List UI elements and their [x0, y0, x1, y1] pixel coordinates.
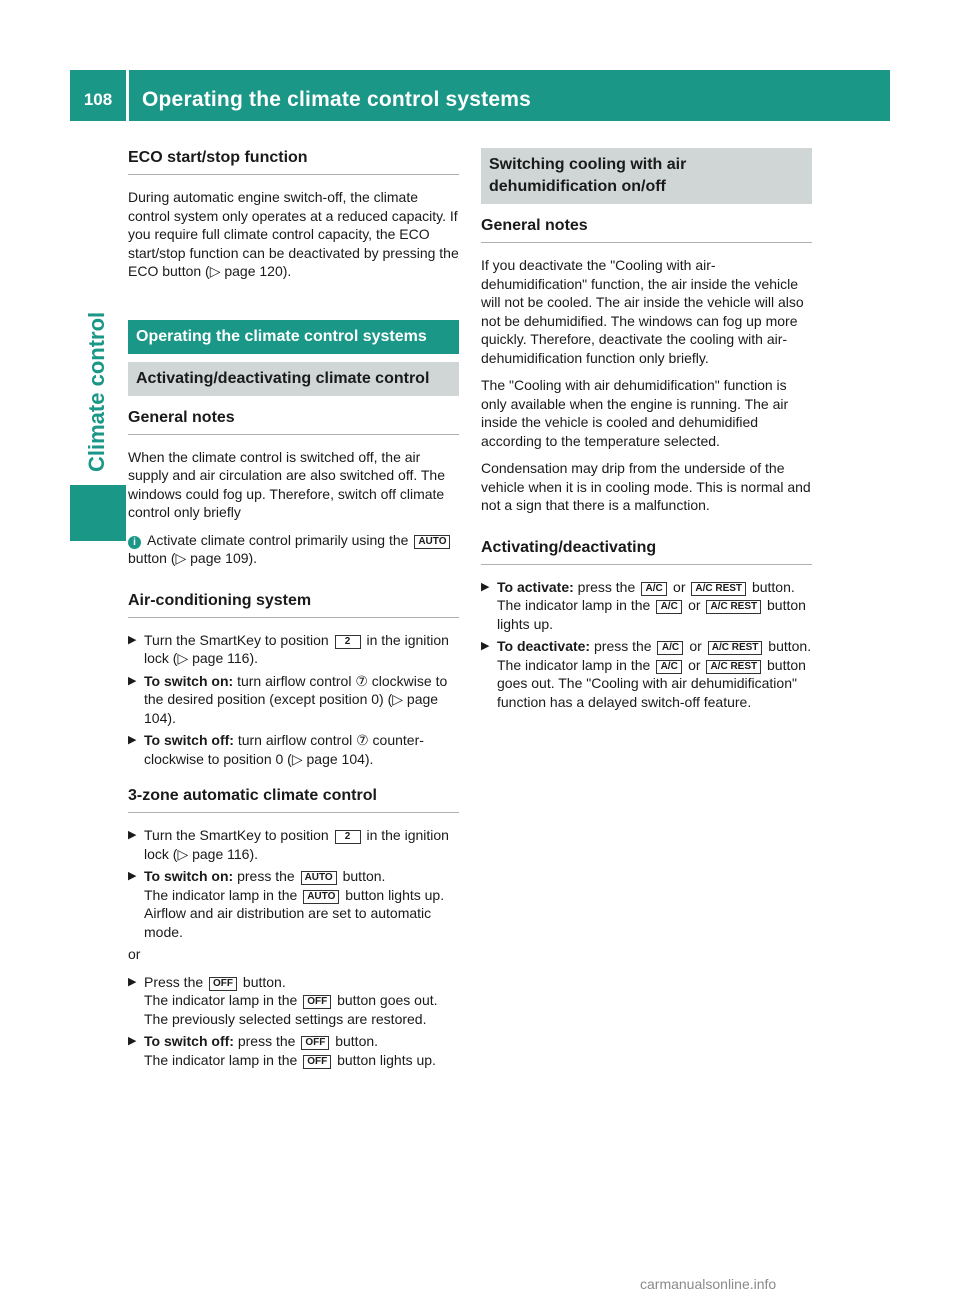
ac-key-icon: A/C: [641, 582, 667, 596]
arrow-icon: ▶: [128, 1035, 137, 1047]
list-item: ▶ To switch off: turn airflow control ⑦ counter-clockwise to position 0 (▷ page 104).: [128, 732, 424, 767]
arrow-icon: ▶: [128, 734, 137, 746]
side-tab-marker: [70, 485, 126, 541]
banner-cooling: Switching cooling with air dehumidification on/off: [481, 148, 812, 204]
position-key-icon: 2: [335, 635, 361, 649]
auto-key-icon: AUTO: [301, 871, 337, 885]
activating-heading: Activating/deactivating: [481, 538, 812, 565]
eco-heading: ECO start/stop function: [128, 148, 459, 175]
banner-operating: Operating the climate control systems: [128, 320, 459, 354]
watermark: carmanualsonline.info: [640, 1276, 777, 1292]
ac-rest-key-icon: A/C REST: [708, 641, 763, 655]
right-general-heading: General notes: [481, 216, 812, 243]
left-column: [128, 148, 459, 1073]
auto-key-icon: AUTO: [303, 890, 339, 904]
list-item: ▶ To deactivate: press the A/C or A/C REST button. The indicator lamp in the A/C or A/C REST button goes out. The "Cooling with air dehumidification" function has a delayed switch-off feature.: [481, 638, 812, 710]
off-key-icon: OFF: [303, 1055, 331, 1069]
banner-activating: Activating/deactivating climate control: [128, 362, 459, 396]
position-key-icon: 2: [335, 830, 361, 844]
right-paragraph-1: If you deactivate the "Cooling with air-dehumidification" function, the air inside the vehicle will not be cooled. The air inside the vehicle will also not be dehumidified. The windows can fog up more quickly. Therefore, deactivate the cooling with air-dehumidification function only briefly.: [481, 257, 804, 366]
list-item: ▶ Turn the SmartKey to position 2 in the ignition lock (▷ page 116).: [128, 631, 449, 666]
arrow-icon: ▶: [128, 870, 137, 882]
ac-key-icon: A/C: [656, 660, 682, 674]
arrow-icon: ▶: [481, 640, 490, 652]
ac-rest-key-icon: A/C REST: [706, 600, 761, 614]
zone-heading: 3-zone automatic climate control: [128, 786, 459, 813]
off-key-icon: OFF: [303, 995, 331, 1009]
list-item: ▶ To switch off: press the OFF button. The indicator lamp in the OFF button lights up.: [128, 1033, 436, 1068]
off-key-icon: OFF: [209, 977, 237, 991]
header-divider: [126, 70, 129, 121]
list-item: ▶ To switch on: press the AUTO button. The indicator lamp in the AUTO button lights up. Airflow and air distribution are set to automatic mode.: [128, 868, 445, 940]
arrow-icon: ▶: [128, 674, 137, 687]
side-label-text: Climate control: [84, 311, 109, 472]
page-number: 108: [83, 90, 113, 109]
list-item: ▶ To switch on: turn airflow control ⑦ clockwise to the desired position (except position 0) (▷ page 104).: [128, 672, 448, 726]
right-column: [481, 148, 812, 715]
info-icon: i: [128, 536, 141, 549]
page-title: Operating the climate control systems: [142, 88, 532, 111]
arrow-icon: ▶: [128, 975, 137, 988]
ac-rest-key-icon: A/C REST: [691, 582, 746, 596]
arrow-icon: ▶: [481, 580, 490, 593]
auto-key-icon: AUTO: [414, 535, 450, 549]
ac-rest-key-icon: A/C REST: [706, 660, 761, 674]
arrow-icon: ▶: [128, 633, 137, 646]
or-text: or: [128, 946, 141, 962]
general-notes-text: When the climate control is switched off, the air supply and air circulation are also switched off. The windows could fog up. Therefore, switch off climate control only briefly: [128, 448, 445, 520]
off-key-icon: OFF: [301, 1036, 329, 1050]
info-note: i Activate climate control primarily using the AUTO button (▷ page 109).: [128, 531, 459, 568]
ac-key-icon: A/C: [656, 600, 682, 614]
arrow-icon: ▶: [128, 829, 137, 841]
list-item: ▶ To activate: press the A/C or A/C REST button. The indicator lamp in the A/C or A/C REST button lights up.: [481, 578, 806, 632]
eco-text: During automatic engine switch-off, the climate control system only operates at a reduced capacity. If you require full climate control capacity, the ECO start/stop function can be deactivated by pressing the ECO button (▷ page 120).: [128, 189, 459, 279]
right-paragraph-3: Condensation may drip from the underside of the vehicle when it is in cooling mode. This is normal and not a sign that there is a malfunction.: [481, 460, 811, 513]
general-notes-heading: General notes: [128, 408, 459, 435]
ac-key-icon: A/C: [657, 641, 683, 655]
list-item: ▶ Press the OFF button. The indicator lamp in the OFF button goes out. The previously selected settings are restored.: [128, 973, 438, 1027]
right-paragraph-2: The "Cooling with air dehumidification" function is only available when the engine is running. The air inside the vehicle is cooled and dehumidified according to the temperature selected.: [481, 377, 789, 449]
list-item: ▶ Turn the SmartKey to position 2 in the ignition lock (▷ page 116).: [128, 827, 449, 862]
ac-heading: Air-conditioning system: [128, 591, 459, 618]
page-header: [70, 70, 890, 121]
